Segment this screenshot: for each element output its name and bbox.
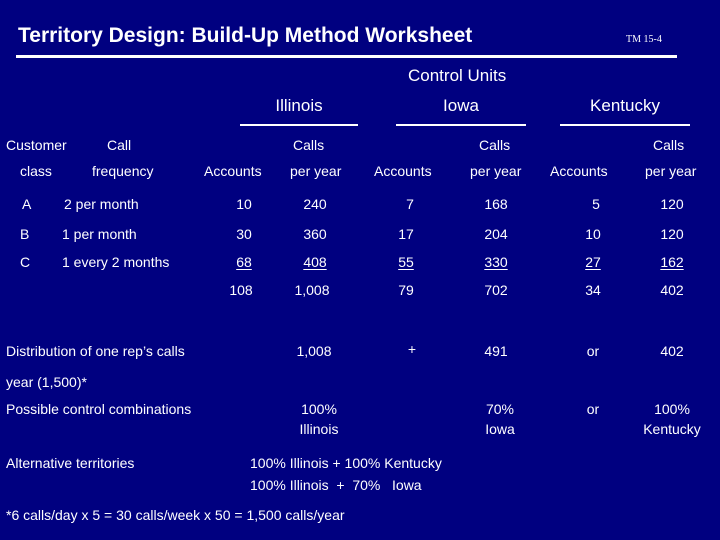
- combination-or: or: [586, 401, 600, 417]
- row-ia-calls: 204: [484, 226, 508, 242]
- combination-ky-pct: 100%: [654, 401, 690, 417]
- row-il-calls: 240: [303, 196, 327, 212]
- state-iowa: Iowa: [443, 96, 479, 115]
- col-accounts-ia: Accounts: [374, 163, 432, 179]
- alternative-territory: 100% Illinois + 100% Kentucky: [250, 455, 442, 471]
- row-il-accounts: 30: [236, 226, 252, 242]
- row-ky-calls: 120: [660, 196, 684, 212]
- row-ky-calls: 162: [660, 254, 684, 270]
- combination-ia-pct: 70%: [485, 401, 515, 417]
- alternative-territory: 100% Illinois + 70% Iowa: [250, 477, 422, 493]
- combination-il-pct: 100%: [301, 401, 337, 417]
- distribution-il: 1,008: [296, 343, 332, 359]
- row-ia-accounts: 17: [398, 226, 414, 242]
- row-class: A: [22, 196, 32, 212]
- total-ky-accounts: 34: [585, 282, 601, 298]
- col-calls-ia: Calls: [479, 137, 511, 153]
- state-kentucky: Kentucky: [590, 96, 660, 115]
- row-ia-calls: 168: [484, 196, 508, 212]
- col-calls-il: Calls: [293, 137, 325, 153]
- state-underline: [396, 124, 526, 126]
- distribution-label: Distribution of one rep’s calls: [6, 343, 185, 359]
- col-accounts-ky: Accounts: [550, 163, 608, 179]
- row-frequency: 1 every 2 months: [62, 254, 170, 270]
- distribution-or: or: [586, 343, 600, 359]
- row-ia-accounts: 7: [406, 196, 414, 212]
- distribution-ia: 491: [484, 343, 508, 359]
- col-class: class: [20, 163, 52, 179]
- row-ky-accounts: 27: [585, 254, 601, 270]
- combinations-label: Possible control combinations: [6, 401, 192, 417]
- col-frequency: frequency: [92, 163, 154, 179]
- total-ky-calls: 402: [660, 282, 684, 298]
- combination-ky-name: Kentucky: [643, 421, 701, 437]
- distribution-ky: 402: [660, 343, 684, 359]
- col-per-year-ky: per year: [645, 163, 697, 179]
- row-frequency: 1 per month: [62, 226, 137, 242]
- row-il-calls: 360: [303, 226, 327, 242]
- total-il-accounts: 108: [229, 282, 253, 298]
- state-underline: [240, 124, 358, 126]
- total-ia-calls: 702: [484, 282, 508, 298]
- total-il-calls: 1,008: [294, 282, 330, 298]
- combination-il-name: Illinois: [299, 421, 339, 437]
- col-customer: Customer: [6, 137, 67, 153]
- col-call: Call: [107, 137, 132, 153]
- row-class: C: [20, 254, 31, 270]
- combination-ia-name: Iowa: [485, 421, 515, 437]
- row-ky-accounts: 5: [592, 196, 600, 212]
- control-units-label: Control Units: [408, 66, 507, 85]
- distribution-label-cont: year (1,500)*: [6, 374, 87, 390]
- slide-title: Territory Design: Build-Up Method Worksheet: [18, 24, 473, 47]
- state-illinois: Illinois: [275, 96, 323, 115]
- col-per-year-ia: per year: [470, 163, 522, 179]
- row-frequency: 2 per month: [64, 196, 139, 212]
- alternatives-label: Alternative territories: [6, 455, 135, 471]
- distribution-plus: +: [407, 341, 417, 357]
- col-per-year-il: per year: [290, 163, 342, 179]
- row-class: B: [20, 226, 30, 242]
- col-calls-ky: Calls: [653, 137, 685, 153]
- footnote: *6 calls/day x 5 = 30 calls/week x 50 = 1,500 calls/year: [6, 507, 345, 523]
- row-il-accounts: 68: [236, 254, 252, 270]
- state-underline: [560, 124, 690, 126]
- total-ia-accounts: 79: [398, 282, 414, 298]
- slide-id: TM 15-4: [626, 34, 662, 45]
- col-accounts-il: Accounts: [204, 163, 262, 179]
- row-ky-calls: 120: [660, 226, 684, 242]
- row-ia-accounts: 55: [398, 254, 414, 270]
- row-il-accounts: 10: [236, 196, 252, 212]
- title-divider: [16, 55, 677, 58]
- row-ky-accounts: 10: [585, 226, 601, 242]
- row-il-calls: 408: [303, 254, 327, 270]
- row-ia-calls: 330: [484, 254, 508, 270]
